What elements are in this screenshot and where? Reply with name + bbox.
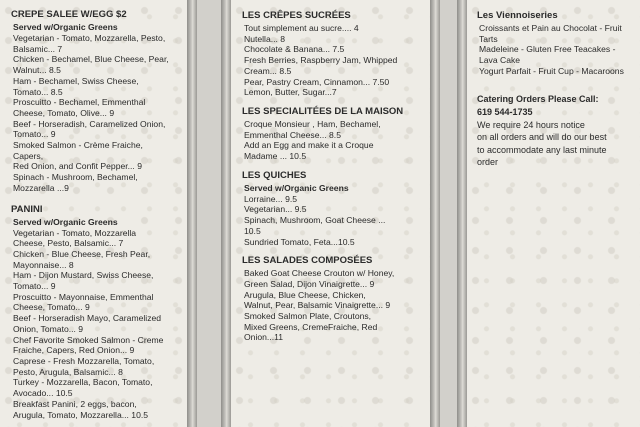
menu-item-line: Vegetarian - Tomato, Mozzarella, Pesto, [13,33,166,43]
menu-item-line: Chocolate & Banana... 7.5 [244,44,345,55]
panel-gutter [430,0,440,427]
menu-item-line: Balsamic... 7 [13,43,63,54]
menu-item-line: Pesto, Arugula, Balsamic... 8 [13,366,123,377]
menu-item-line: Lava Cake [479,55,521,66]
menu-item-line: Tarts [479,33,498,44]
section-title-panini: PANINI [11,203,43,215]
menu-item-line: Proscuitto - Mayonnaise, Emmenthal [13,291,154,302]
catering-title: Catering Orders Please Call: [477,93,599,104]
section-title-specialites: LES SPECIALITÉES DE LA MAISON [242,105,404,117]
catering-phone: 619 544-1735 [477,106,533,117]
menu-list-crepes-sucrees [242,23,430,98]
menu-item-line: Cheese, Tomato, Olive... 9 [13,107,115,118]
menu-list-salades [242,268,430,343]
menu-item-line: Cheese, Tomato... 9 [13,302,90,313]
catering-line: We require 24 hours notice [477,119,585,130]
section-title-crepes-sucrees: LES CRÊPES SUCRÉES [242,10,351,21]
menu-item-line: Mayonnaise... 8 [13,259,74,270]
menu-item-line: Red Onion, and Confit Pepper... 9 [13,161,142,172]
menu-item-line: Sundried Tomato, Feta...10.5 [244,236,355,247]
catering-line: on all orders and will do our best [477,132,607,143]
menu-panel-left [0,0,187,427]
section-subtitle: Served w/Organic Greens [13,22,118,32]
panel-gutter [187,0,197,427]
menu-item-line: Capers, [13,150,44,161]
menu-item-line: Tomato... 9 [13,281,56,292]
section-title-viennoiseries: Les Viennoiseries [477,10,558,21]
menu-item-line: Chicken - Blue Cheese, Fresh Pear, [13,248,151,259]
menu-item-line: Croissants et Pain au Chocolat - Fruit [479,23,622,33]
catering-line: to accommodate any last minute [477,144,607,155]
menu-item-line: Walnut... 8.5 [13,65,61,76]
menu-item-line: Croque Monsieur , Ham, Bechamel, [244,118,381,129]
menu-item-line: Walnut, Pear, Balsamic Vinaigrette... 9 [244,300,391,311]
menu-item-line: Madame ... 10.5 [244,151,307,162]
menu-item-line: Turkey - Mozzarella, Bacon, Tomato, [13,377,153,388]
menu-item-line: Smoked Salmon - Crème Fraiche, [13,140,143,151]
menu-list-crepe-salee [11,33,187,194]
menu-item-line: Vegetarian - Tomato, Mozzarella [13,227,137,238]
menu-item-line: Tomato... 9 [13,129,56,140]
menu-item-line: Beef - Horseradish Mayo, Caramelized [13,313,162,324]
menu-item-line: Ham - Dijon Mustard, Swiss Cheese, [13,270,154,281]
menu-item-line: Mozzarella ...9 [13,182,69,193]
menu-item-line: 10.5 [244,225,261,236]
section-subtitle: Served w/Organic Greens [13,216,118,227]
menu-item-line: Lemon, Butter, Sugar...7 [244,87,337,98]
menu-item-line: Fraiche, Capers, Red Onion... 9 [13,345,135,356]
menu-item-line: Green Salad, Dijon Vinaigrette... 9 [244,278,375,289]
menu-item-line: Caprese - Fresh Mozzarella, Tomato, [13,355,155,366]
section-title-salades: LES SALADES COMPOSÉES [242,255,373,267]
menu-list-viennoiseries [477,23,640,77]
menu-item-line: Tomato... 8.5 [13,86,63,97]
menu-item-line: Mixed Greens, CremeFraiche, Red [244,321,378,332]
menu-item-line: Cheese, Pesto, Balsamic... 7 [13,238,124,249]
menu-item-line: Breakfast Panini, 2 eggs, bacon, [13,398,137,409]
menu-item-line: Pear, Pastry Cream, Cinnamon... 7.50 [244,76,390,87]
menu-item-line: Chef Favorite Smoked Salmon - Creme [13,334,164,345]
menu-panel-right [467,0,640,427]
menu-item-line: Lorraine... 9.5 [244,193,298,204]
menu-item-line: Proscuitto - Bechamel, Emmenthal [13,97,146,108]
section-title-crepe-salee: CREPE SALEE W/EGG $2 [11,9,127,20]
menu-panel-center [231,0,430,427]
menu-item-line: Chicken - Bechamel, Blue Cheese, Pear, [13,54,169,65]
menu-item-line: Fresh Berries, Raspberry Jam, Whipped [244,55,398,66]
menu-list-panini [11,228,187,421]
section-title-quiches: LES QUICHES [242,169,307,181]
menu-item-line: Arugula, Blue Cheese, Chicken, [244,289,366,300]
panel-gutter [221,0,231,427]
panel-gutter [457,0,467,427]
menu-item-line: Spinach, Mushroom, Goat Cheese ... [244,215,386,226]
section-subtitle: Served w/Organic Greens [244,182,349,193]
menu-item-line: Emmenthal Cheese... 8.5 [244,129,341,140]
catering-notice [477,119,640,169]
menu-item-line: Ham - Bechamel, Swiss Cheese, [13,75,139,86]
menu-item-line: Cream... 8.5 [244,65,292,76]
menu-item-line: Vegetarian... 9.5 [244,204,307,215]
menu-item-line: Arugula, Tomato, Mozzarella... 10.5 [13,409,149,420]
menu-item-line: Avocado... 10.5 [13,388,73,399]
menu-list-specialites [242,119,430,162]
catering-line: order [477,157,499,168]
menu-item-line: Yogurt Parfait - Fruit Cup - Macaroons [479,65,624,76]
menu-item-line: Onion...11 [244,332,284,343]
menu-item-line: Tout simplement au sucre.... 4 [244,23,359,33]
menu-item-line: Onion, Tomato... 9 [13,323,84,334]
menu-item-line: Beef - Horseradish, Caramelized Onion, [13,118,166,129]
menu-item-line: Nutella... 8 [244,33,286,44]
menu-item-line: Baked Goat Cheese Crouton w/ Honey, [244,268,395,279]
menu-item-line: Spinach - Mushroom, Bechamel, [13,172,138,183]
menu-item-line: Smoked Salmon Plate, Croutons, [244,311,372,322]
menu-list-quiches [242,194,430,248]
menu-item-line: Madeleine - Gluten Free Teacakes - [479,44,616,55]
menu-item-line: Add an Egg and make it a Croque [244,140,374,151]
